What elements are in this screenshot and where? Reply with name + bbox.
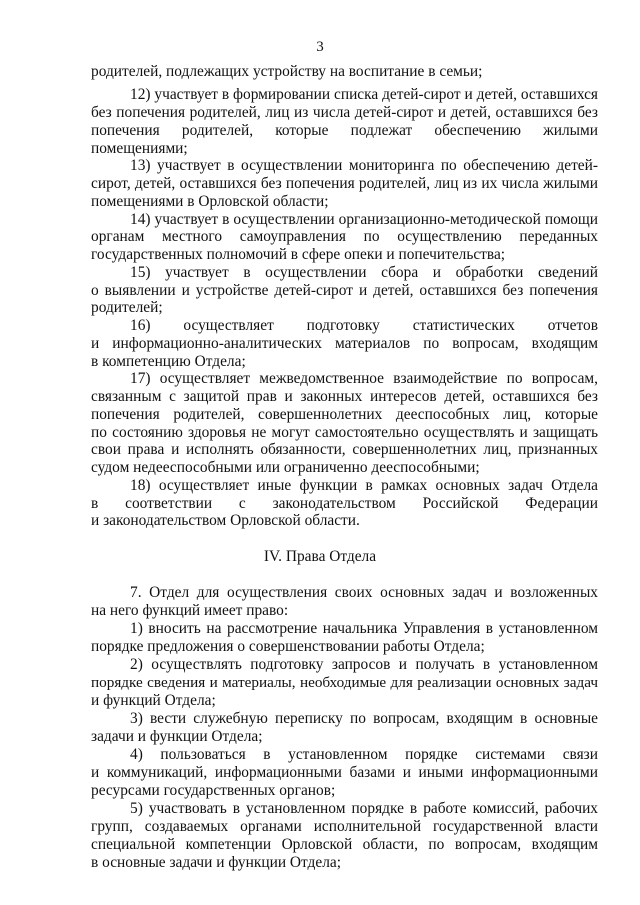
text-line: 4) пользоваться в установленном порядке системами связи: [130, 746, 598, 763]
text-line: органам местного самоуправления по осуществлению переданных: [91, 228, 598, 245]
text-line: 1) вносить на рассмотрение начальника Управления в установленном: [130, 620, 598, 637]
text-line: ресурсами государственных органов;: [91, 782, 336, 799]
text-line: 17) осуществляет межведомственное взаимодействие по вопросам,: [130, 370, 598, 387]
text-line: свои права и исполнять обязанности, совершеннолетних лиц, признанных: [91, 441, 598, 458]
text-line: помещениями;: [91, 140, 188, 157]
text-line: 13) участвует в осуществлении мониторинга по обеспечению детей-: [130, 157, 598, 174]
text-line: 3) вести служебную переписку по вопросам, входящим в основные: [130, 710, 598, 727]
text-line: и информационно-аналитических материалов по вопросам, входящим: [91, 335, 598, 352]
text-line: 18) осуществляет иные функции в рамках основных задач Отдела: [130, 477, 598, 494]
text-line: задачи и функции Отдела;: [91, 728, 263, 745]
text-line: попечения родителей, которые подлежат обеспечению жилыми: [91, 122, 598, 139]
text-line: о выявлении и устройстве детей-сирот и детей, оставшихся без попечения: [91, 282, 598, 299]
text-line: групп, создаваемых органами исполнительной государственной власти: [91, 818, 598, 835]
page-number: 3: [316, 39, 324, 55]
text-line: 7. Отдел для осуществления своих основных задач и возложенных: [130, 584, 598, 601]
text-line: порядке предложения о совершенствовании работы Отдела;: [91, 638, 485, 655]
text-line: на него функций имеет право:: [91, 602, 289, 619]
text-line: родителей, подлежащих устройству на воспитание в семьи;: [91, 63, 483, 80]
text-line: и коммуникаций, информационными базами и иными информационными: [91, 764, 598, 781]
text-line: государственных полномочий в сфере опеки и попечительства;: [91, 246, 506, 263]
text-line: в основные задачи и функции Отдела;: [91, 854, 341, 871]
text-line: и функций Отдела;: [91, 692, 216, 709]
text-line: и законодательством Орловской области.: [91, 512, 360, 529]
text-line: 12) участвует в формировании списка детей-сирот и детей, оставшихся: [130, 86, 598, 103]
text-line: 14) участвует в осуществлении организационно-методической помощи: [130, 211, 598, 228]
text-line: сирот, детей, оставшихся без попечения родителей, лиц из их числа жилыми: [91, 175, 598, 192]
text-line: связанным с защитой прав и законных интересов детей, оставшихся без: [91, 388, 598, 405]
text-line: в соответствии с законодательством Российской Федерации: [91, 495, 598, 512]
text-line: специальной компетенции Орловской области, по вопросам, входящим: [91, 836, 598, 853]
text-line: 16) осуществляет подготовку статистических отчетов: [130, 317, 598, 334]
text-line: 5) участвовать в установленном порядке в работе комиссий, рабочих: [130, 800, 598, 817]
text-line: 2) осуществлять подготовку запросов и получать в установленном: [130, 656, 598, 673]
text-line: попечения родителей, совершеннолетних дееспособных лиц, которые: [91, 406, 598, 423]
section-heading: IV. Права Отдела: [263, 548, 377, 565]
text-line: помещениями в Орловской области;: [91, 193, 329, 210]
text-line: по состоянию здоровья не могут самостоятельно осуществлять и защищать: [91, 424, 598, 441]
text-line: без попечения родителей, лиц из числа детей-сирот и детей, оставшихся без: [91, 104, 598, 121]
text-line: судом недееспособными или ограниченно дееспособными;: [91, 459, 480, 476]
text-line: 15) участвует в осуществлении сбора и обработки сведений: [130, 264, 598, 281]
text-line: родителей;: [91, 299, 163, 316]
text-line: порядке сведения и материалы, необходимые для реализации основных задач: [91, 674, 598, 691]
text-line: в компетенцию Отдела;: [91, 353, 246, 370]
